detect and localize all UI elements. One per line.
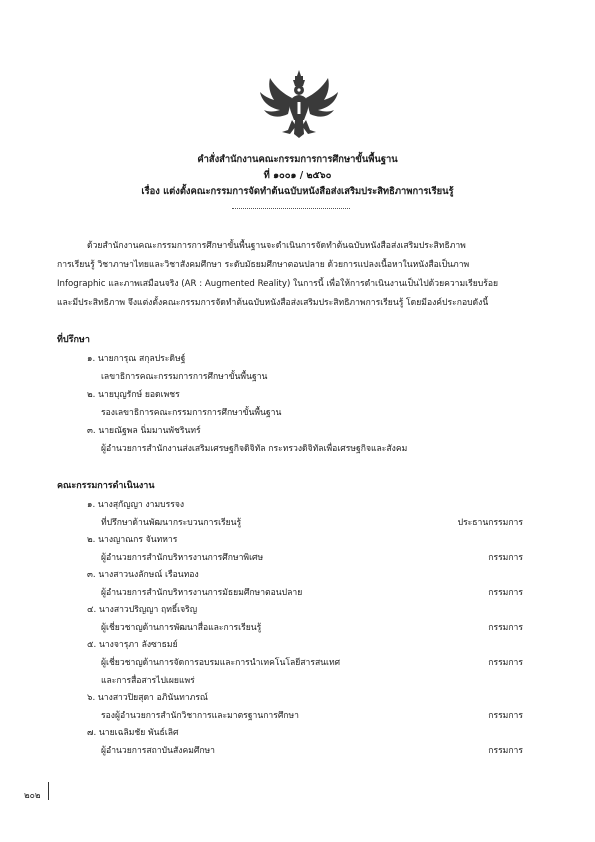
advisor-position: เลขาธิการคณะกรรมการการศึกษาขั้นพื้นฐาน xyxy=(101,372,268,382)
advisor-position: รองเลขาธิการคณะกรรมการการศึกษาขั้นพื้นฐาน xyxy=(101,408,282,418)
body-paragraph-line: ด้วยสำนักงานคณะกรรมการการศึกษาขั้นพื้นฐานจะดำเนินการจัดทำต้นฉบับหนังสือส่งเสริมประสิทธิภาพ xyxy=(87,241,466,251)
page-number: ๒๐๒ xyxy=(24,791,41,801)
committee-member-role: กรรมการ xyxy=(488,746,523,756)
committee-member-name: ๖. นางสาวปิยสุดา อภินันทาภรณ์ xyxy=(87,693,208,703)
committee-member-name: ๓. นางสาวนงลักษณ์ เรือนทอง xyxy=(87,570,199,580)
committee-member-position: ผู้อำนวยการสถาบันสังคมศึกษา xyxy=(101,746,216,756)
committee-heading: คณะกรรมการดำเนินงาน xyxy=(57,481,155,491)
committee-member-role: กรรมการ xyxy=(488,658,523,668)
committee-member-position: ผู้เชี่ยวชาญด้านการพัฒนาสื่อและการเรียนรู้ xyxy=(101,623,262,633)
advisors-heading: ที่ปรึกษา xyxy=(57,335,90,345)
advisor-name: ๒. นายบุญรักษ์ ยอดเพชร xyxy=(87,390,180,400)
committee-member-role: กรรมการ xyxy=(488,553,523,563)
order-issuer-title: คำสั่งสำนักงานคณะกรรมการการศึกษาขั้นพื้นฐาน xyxy=(197,154,398,165)
committee-member-role: กรรมการ xyxy=(488,623,523,633)
body-paragraph-line: การเรียนรู้ วิชาภาษาไทยและวิชาสังคมศึกษา ระดับมัธยมศึกษาตอนปลาย ด้วยการแปลงเนื้อหาในหนังสือเป็นภาพ xyxy=(57,260,470,270)
committee-member-position: ผู้อำนวยการสำนักบริหารงานการมัธยมศึกษาตอนปลาย xyxy=(101,588,303,598)
committee-member-position: รองผู้อำนวยการสำนักวิชาการและมาตรฐานการศึกษา xyxy=(101,711,299,721)
advisor-name: ๓. นายณัฐพล นิ่มมานพัชรินทร์ xyxy=(87,426,201,436)
garuda-emblem-icon xyxy=(258,68,340,140)
order-number: ที่ ๑๐๐๑ / ๒๕๖๐ xyxy=(263,170,332,181)
committee-member-name: ๗. นายเฉลิมชัย พันธ์เลิศ xyxy=(87,728,179,738)
committee-member-name: ๕. นางจารุภา ลังซาธมย์ xyxy=(87,640,178,650)
committee-member-position-continued: และการสื่อสารไปเผยแพร่ xyxy=(101,676,195,686)
committee-member-name: ๔. นางสาวปริญญา ฤทธิ์เจริญ xyxy=(87,605,198,615)
title-divider xyxy=(232,208,350,209)
committee-member-name: ๒. นางญาณกร จันทหาร xyxy=(87,535,178,545)
committee-member-role: กรรมการ xyxy=(488,588,523,598)
committee-member-role: ประธานกรรมการ xyxy=(457,518,523,528)
body-paragraph-line: และมีประสิทธิภาพ จึงแต่งตั้งคณะกรรมการจัดทำต้นฉบับหนังสือส่งเสริมประสิทธิภาพการเรียนรู้ โดยมีองค์ประกอบดังนี้ xyxy=(57,298,489,308)
advisor-name: ๑. นายการุณ สกุลประดิษฐ์ xyxy=(87,354,186,364)
committee-member-name: ๑. นางสุกัญญา งามบรรจง xyxy=(87,500,185,510)
advisor-position: ผู้อำนวยการสำนักงานส่งเสริมเศรษฐกิจดิจิทัล กระทรวงดิจิทัลเพื่อเศรษฐกิจและสังคม xyxy=(101,444,408,454)
order-subject: เรื่อง แต่งตั้งคณะกรรมการจัดทำต้นฉบับหนังสือส่งเสริมประสิทธิภาพการเรียนรู้ xyxy=(141,186,454,197)
committee-member-position: ผู้เชี่ยวชาญด้านการจัดการอบรมและการนำเทคโนโลยีสารสนเทศ xyxy=(101,658,341,668)
committee-member-role: กรรมการ xyxy=(488,711,523,721)
body-paragraph-line: Infographic และภาพเสมือนจริง (AR : Augmented Reality) ในการนี้ เพื่อให้การดำเนินงานเป็นไปด้วยความเรียบร้อย xyxy=(57,279,499,289)
page-number-divider xyxy=(48,782,49,800)
committee-member-position: ที่ปรึกษาด้านพัฒนากระบวนการเรียนรู้ xyxy=(101,518,242,528)
committee-member-position: ผู้อำนวยการสำนักบริหารงานการศึกษาพิเศษ xyxy=(101,553,264,563)
